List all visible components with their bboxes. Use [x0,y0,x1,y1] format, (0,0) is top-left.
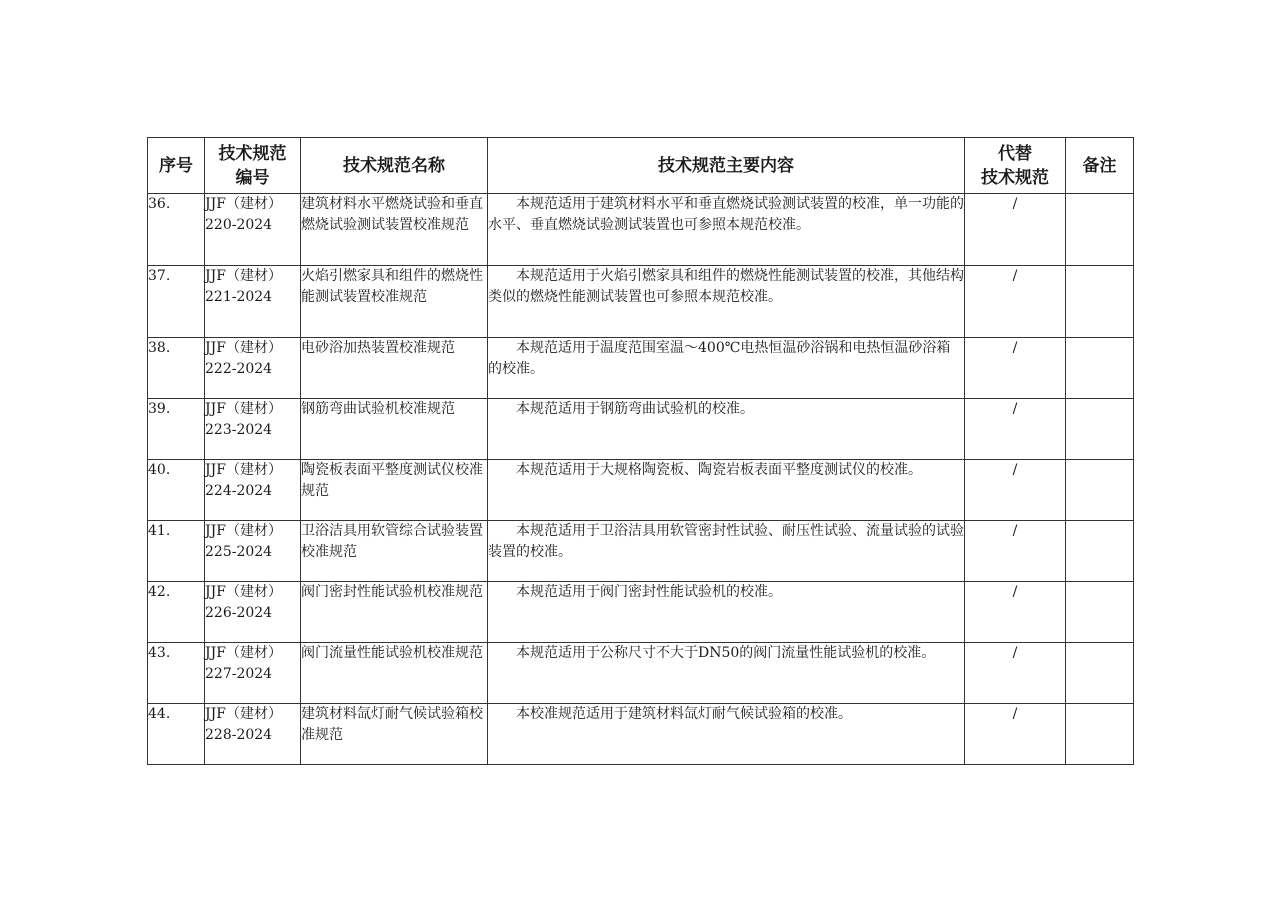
row-content: 本规范适用于钢筋弯曲试验机的校准。 [488,399,965,460]
row-number: 39. [148,399,205,460]
row-replace: / [965,266,1066,338]
row-number: 43. [148,643,205,704]
row-code [205,521,301,582]
row-number: 40. [148,460,205,521]
row-name: 电砂浴加热装置校准规范 [301,338,488,399]
row-number: 41. [148,521,205,582]
row-replace: / [965,704,1066,765]
row-code-line2: 220-2024 [205,217,273,233]
table-row [148,194,1134,266]
row-number: 44. [148,704,205,765]
table-row [148,460,1134,521]
standards-table [147,137,1134,765]
row-code-line1: JJF（建材） [205,645,282,661]
header-code [205,138,301,194]
header-replace [965,138,1066,194]
row-code [205,194,301,266]
row-code-line1: JJF（建材） [205,196,282,212]
row-note [1066,266,1134,338]
row-name: 钢筋弯曲试验机校准规范 [301,399,488,460]
row-note [1066,399,1134,460]
row-code [205,266,301,338]
row-code-line2: 223-2024 [205,422,273,438]
table-row [148,582,1134,643]
row-code-line2: 222-2024 [205,361,273,377]
table-row [148,399,1134,460]
row-name: 阀门密封性能试验机校准规范 [301,582,488,643]
row-name: 火焰引燃家具和组件的燃烧性能测试装置校准规范 [301,266,488,338]
table-row [148,643,1134,704]
row-note [1066,521,1134,582]
row-content: 本校准规范适用于建筑材料氙灯耐气候试验箱的校准。 [488,704,965,765]
row-code-line2: 227-2024 [205,666,273,682]
header-replace-line2: 技术规范 [981,167,1049,188]
table-row [148,521,1134,582]
row-content: 本规范适用于大规格陶瓷板、陶瓷岩板表面平整度测试仪的校准。 [488,460,965,521]
header-name: 技术规范名称 [301,138,488,194]
row-note [1066,194,1134,266]
row-number: 36. [148,194,205,266]
row-content: 本规范适用于公称尺寸不大于DN50的阀门流量性能试验机的校准。 [488,643,965,704]
row-replace: / [965,194,1066,266]
row-code-line2: 225-2024 [205,544,273,560]
row-code [205,582,301,643]
row-code [205,338,301,399]
header-content: 技术规范主要内容 [488,138,965,194]
row-code [205,399,301,460]
table-row [148,338,1134,399]
row-content: 本规范适用于温度范围室温～400℃电热恒温砂浴锅和电热恒温砂浴箱的校准。 [488,338,965,399]
row-code-line1: JJF（建材） [205,340,282,356]
row-code [205,643,301,704]
row-number: 42. [148,582,205,643]
row-name: 阀门流量性能试验机校准规范 [301,643,488,704]
header-note: 备注 [1066,138,1134,194]
row-replace: / [965,338,1066,399]
row-code-line1: JJF（建材） [205,268,282,284]
row-code-line2: 228-2024 [205,727,273,743]
row-code-line1: JJF（建材） [205,584,282,600]
row-code-line2: 226-2024 [205,605,273,621]
row-name: 建筑材料水平燃烧试验和垂直燃烧试验测试装置校准规范 [301,194,488,266]
row-replace: / [965,460,1066,521]
row-note [1066,643,1134,704]
row-name: 陶瓷板表面平整度测试仪校准规范 [301,460,488,521]
row-note [1066,582,1134,643]
row-note [1066,338,1134,399]
row-number: 38. [148,338,205,399]
header-replace-line1: 代替 [998,143,1032,164]
table-row [148,266,1134,338]
header-code-line1: 技术规范 [218,143,287,164]
row-name: 建筑材料氙灯耐气候试验箱校准规范 [301,704,488,765]
row-code-line2: 221-2024 [205,289,273,305]
row-content: 本规范适用于卫浴洁具用软管密封性试验、耐压性试验、流量试验的试验装置的校准。 [488,521,965,582]
row-replace: / [965,521,1066,582]
row-content: 本规范适用于建筑材料水平和垂直燃烧试验测试装置的校准，单一功能的水平、垂直燃烧试验测试装置也可参照本规范校准。 [488,194,965,266]
row-code [205,704,301,765]
row-name: 卫浴洁具用软管综合试验装置校准规范 [301,521,488,582]
header-code-line2: 编号 [235,167,270,188]
row-code-line1: JJF（建材） [205,401,282,417]
row-replace: / [965,399,1066,460]
row-code-line1: JJF（建材） [205,462,282,478]
row-content: 本规范适用于火焰引燃家具和组件的燃烧性能测试装置的校准，其他结构类似的燃烧性能测试装置也可参照本规范校准。 [488,266,965,338]
row-note [1066,704,1134,765]
row-note [1066,460,1134,521]
row-code-line1: JJF（建材） [205,706,282,722]
row-replace: / [965,582,1066,643]
row-code-line1: JJF（建材） [205,523,282,539]
table-row [148,704,1134,765]
row-number: 37. [148,266,205,338]
row-content: 本规范适用于阀门密封性能试验机的校准。 [488,582,965,643]
row-replace: / [965,643,1066,704]
header-no: 序号 [148,138,205,194]
row-code-line2: 224-2024 [205,483,273,499]
row-code [205,460,301,521]
table-header-row [148,138,1134,194]
